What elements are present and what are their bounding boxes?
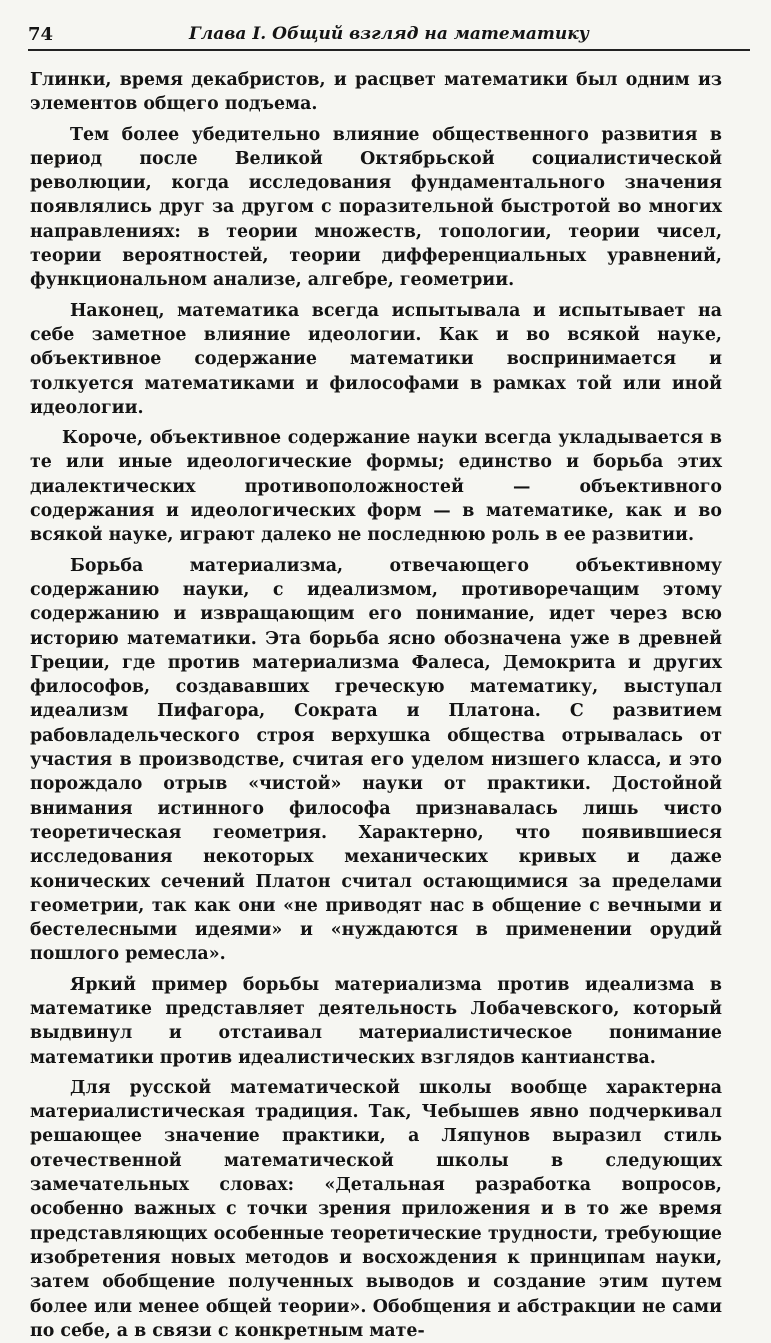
page-number: 74 [28,24,54,45]
paragraph: Для русской математической школы вообще характерна материалистическая традиция. Так, Чебышев явно подчеркивал решающее значение практики, а Ляпунов выразил стиль отечественной математической школы в следующих замечательных словах: «Детальная разработка вопросов, особенно важных с точки зрения приложения и в то же время представляющих особенные теоретические трудности, требующие изобретения новых методов и восхождения к принципам науки, затем обобщение полученных выводов и создание этим путем более или менее общей теории». Обобщения и абстракции не сами по себе, а в связи с конкретным мате- [30,1077,722,1341]
paragraph-continuation: Глинки, время декабристов, и расцвет математики был одним из элементов общего подъема. [30,70,722,115]
paragraph: Наконец, математика всегда испытывала и испытывает на себе заметное влияние идеологии. Как и во всякой науке, объективное содержание математики воспринимается и толкуется математиками и философами в рамках той или иной идеологии. [30,300,722,418]
paragraph: Тем более убедительно влияние общественного развития в период после Великой Октябрьской социалистической революции, когда исследования фундаментального значения появлялись друг за другом с поразительной быстротой во многих направлениях: в теории множеств, топологии, теории чисел, теории вероятностей, теории дифференциальных уравнений, функциональном анализе, алгебре, геометрии. [30,124,722,291]
body-text [30,68,722,1343]
paragraph: Короче, объективное содержание науки всегда укладывается в те или иные идеологические формы; единство и борьба этих диалектических противоположностей — объективного содержания и идеологических форм — в математике, как и во всякой науке, играют далеко не последнюю роль в ее развитии. [30,428,722,546]
paragraph: Борьба материализма, отвечающего объективному содержанию науки, с идеализмом, противоречащим этому содержанию и извращающим его понимание, идет через всю историю математики. Эта борьба ясно обозначена уже в древней Греции, где против материализма Фалеса, Демокрита и других философов, создававших греческую математику, выступал идеализм Пифагора, Сократа и Платона. С развитием рабовладельческого строя верхушка общества отрывалась от участия в производстве, считая его уделом низшего класса, и это порождало отрыв «чистой» науки от практики. Достойной внимания истинного философа признавалась лишь чисто теоретическая геометрия. Характерно, что появившиеся исследования некоторых механических кривых и даже конических сечений Платон считал остающимися за пределами геометрии, так как они «не приводят нас в общение с вечными и бестелесными идеями» и «нуждаются в применении орудий пошлого ремесла». [30,555,722,965]
paragraph: Яркий пример борьбы материализма против идеализма в математике представляет деятельность Лобачевского, который выдвинул и отстаивал материалистическое понимание математики против идеалистических взглядов кантианства. [30,974,722,1068]
running-title: Глава I. Общий взгляд на математику [189,24,589,44]
header-rule [28,49,750,51]
page-header [28,22,750,50]
